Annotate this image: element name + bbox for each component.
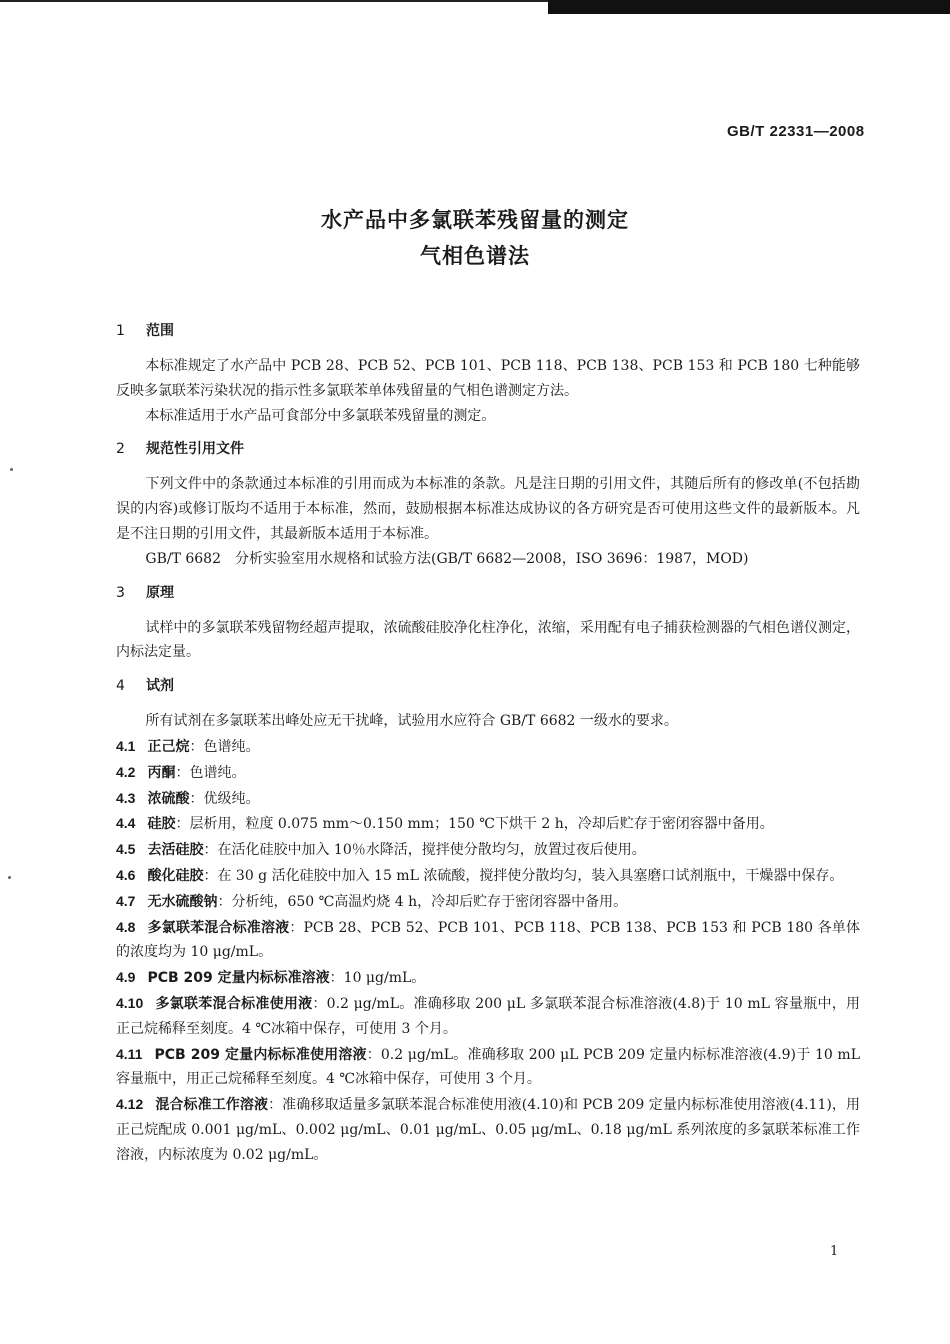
- scan-top-border: [548, 0, 950, 14]
- document-body: [116, 320, 860, 1168]
- reagent-item: 4.2 丙酮：色谱纯。: [116, 763, 246, 781]
- reagent-item: 4.9 PCB 209 定量内标标准溶液：10 μg/mL。: [116, 969, 426, 987]
- paragraph: 下列文件中的条款通过本标准的引用而成为本标准的条款。凡是注日期的引用文件，其随后所有的修改单(不包括勘误的内容)或修订版均不适用于本标准，然而，鼓励根据本标准达成协议的各方研究是否可使用这些文件的最新版本。凡是不注日期的引用文件，其最新版本适用于本标准。: [116, 476, 860, 542]
- page-number: 1: [830, 1244, 839, 1259]
- reagent-item: 4.11 PCB 209 定量内标标准使用溶液：0.2 μg/mL。准确移取 200 μL PCB 209 定量内标标准溶液(4.9)于 10 mL 容量瓶中，用正己烷稀释至刻度。4 ℃冰箱中保存，可使用 3 个月。: [116, 1045, 860, 1088]
- section-heading: 3 原理: [116, 584, 174, 601]
- reagent-item: 4.4 硅胶：层析用，粒度 0.075 mm～0.150 mm；150 ℃下烘干 2 h，冷却后贮存于密闭容器中备用。: [116, 815, 774, 833]
- paragraph: 本标准规定了水产品中 PCB 28、PCB 52、PCB 101、PCB 118、PCB 138、PCB 153 和 PCB 180 七种能够反映多氯联苯污染状况的指示性多氯联苯单体残留量的气相色谱测定方法。: [116, 358, 860, 399]
- scan-speck: [10, 468, 13, 471]
- reagent-item: 4.3 浓硫酸：优级纯。: [116, 789, 260, 807]
- document-subtitle: 气相色谱法: [420, 244, 530, 268]
- reagent-item: 4.10 多氯联苯混合标准使用液：0.2 μg/mL。准确移取 200 μL 多氯联苯混合标准溶液(4.8)于 10 mL 容量瓶中，用正己烷稀释至刻度。4 ℃冰箱中保存，可使用 3 个月。: [116, 994, 860, 1037]
- paragraph: 试样中的多氯联苯残留物经超声提取，浓硫酸硅胶净化柱净化，浓缩，采用配有电子捕获检测器的气相色谱仪测定，内标法定量。: [116, 619, 860, 661]
- standard-number: GB/T 22331—2008: [727, 123, 865, 140]
- reagent-item: 4.8 多氯联苯混合标准溶液：PCB 28、PCB 52、PCB 101、PCB 118、PCB 138、PCB 153 和 PCB 180 各单体的浓度均为 10 μg/mL。: [116, 918, 860, 961]
- paragraph: 本标准适用于水产品可食部分中多氯联苯残留量的测定。: [145, 407, 496, 424]
- reagent-item: 4.7 无水硫酸钠：分析纯，650 ℃高温灼烧 4 h，冷却后贮存于密闭容器中备用。: [116, 892, 628, 910]
- reagent-item: 4.1 正己烷：色谱纯。: [116, 737, 260, 755]
- reagent-item: 4.5 去活硅胶：在活化硅胶中加入 10％水降活，搅拌使分散均匀，放置过夜后使用。: [116, 841, 646, 859]
- reagent-item: 4.6 酸化硅胶：在 30 g 活化硅胶中加入 15 mL 浓硫酸，搅拌使分散均匀，装入具塞磨口试剂瓶中，干燥器中保存。: [116, 866, 844, 884]
- scan-speck: [8, 876, 11, 879]
- document-title: 水产品中多氯联苯残留量的测定: [321, 208, 629, 232]
- section-heading: 2 规范性引用文件: [116, 441, 244, 458]
- section-heading: 1 范围: [116, 323, 174, 339]
- paragraph: 所有试剂在多氯联苯出峰处应无干扰峰，试验用水应符合 GB/T 6682 一级水的要求。: [145, 713, 678, 730]
- section-heading: 4 试剂: [116, 678, 174, 695]
- reagent-item: 4.12 混合标准工作溶液：准确移取适量多氯联苯混合标准使用液(4.10)和 PCB 209 定量内标标准使用溶液(4.11)，用正己烷配成 0.001 μg/mL、0.002 μg/mL、0.01 μg/mL、0.05 μg/mL、0.18 μg/mL 系列浓度的多氯联苯标准工作溶液，内标浓度为 0.02 μg/mL。: [116, 1096, 861, 1163]
- normative-reference: GB/T 6682 分析实验室用水规格和试验方法(GB/T 6682—2008，ISO 3696：1987，MOD): [145, 550, 749, 567]
